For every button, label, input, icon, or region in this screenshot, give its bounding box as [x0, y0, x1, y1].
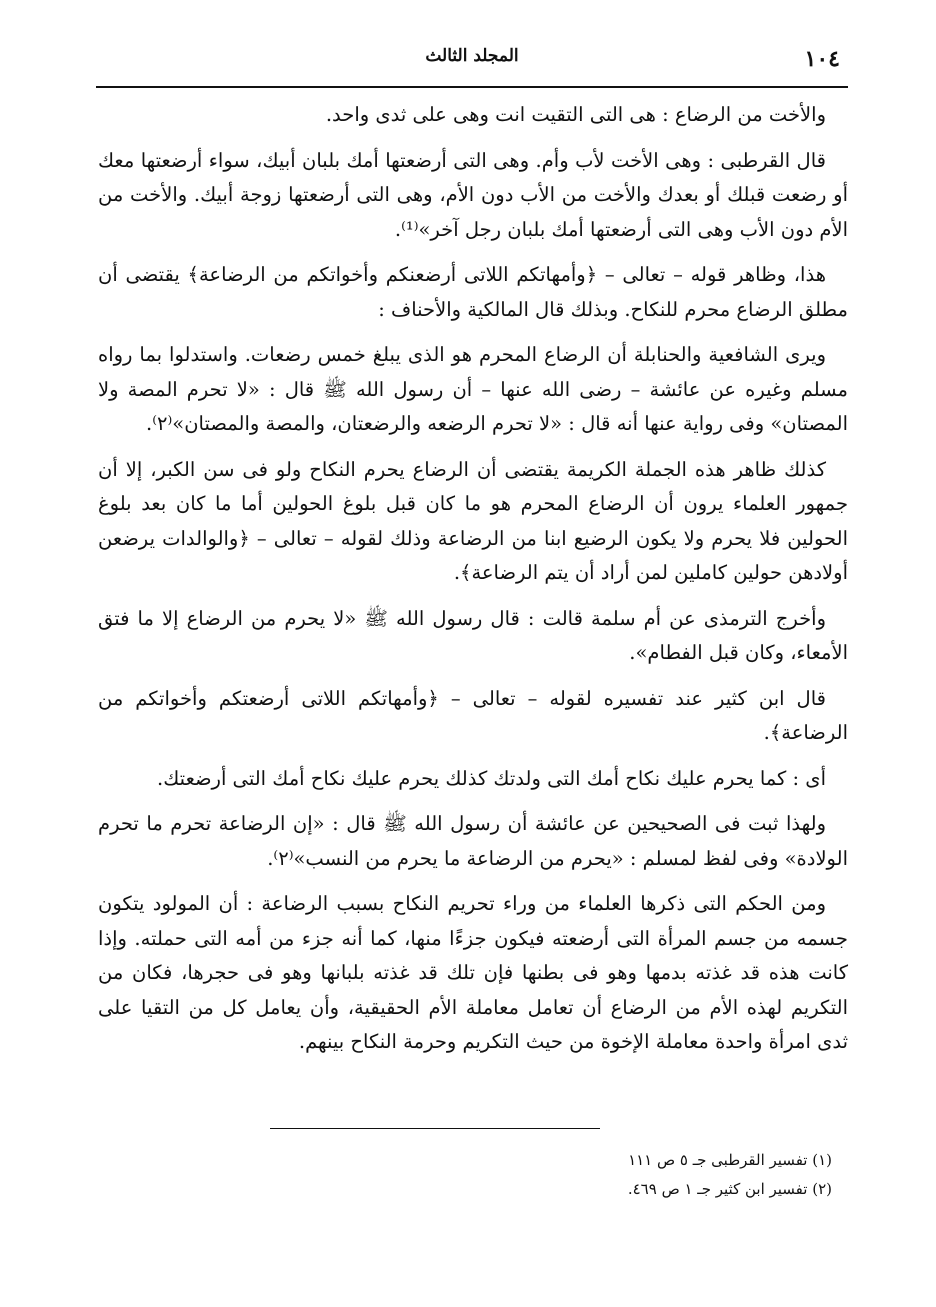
paragraph: أى : كما يحرم عليك نكاح أمك التى ولدتك كذلك يحرم عليك نكاح أمك التى أرضعتك. — [157, 766, 826, 790]
paragraph: وأخرج الترمذى عن أم سلمة قالت : قال رسول الله ﷺ «لا يحرم من الرضاع إلا ما فتق الأمعاء، وكان قبل الفطام». — [98, 606, 848, 664]
paragraph: ومن الحكم التى ذكرها العلماء من وراء تحريم النكاح بسبب الرضاعة : أن المولود يتكون جسمه من جسم المرأة التى أرضعته فيكون جزءًا منها، كما أنه جزء من أمه التى حملته. وإذا كانت هذه قد غذته بدمها وهو فى بطنها فإن تلك قد غذته بلبانها وهو فى حجرها، فكان من التكريم لهذه الأم من الرضاع أن تعامل معاملة الأم الحقيقية، وأن يعامل كل من التقيا على ثدى امرأة واحدة معاملة الإخوة من حيث التكريم وحرمة النكاح بينهم. — [98, 892, 848, 1053]
paragraph: قال القرطبى : وهى الأخت لأب وأم. وهى التى أرضعتها أمك بلبان أبيك، سواء أرضعتها معك أو رضعت قبلك أو بعدك والأخت من الأب دون الأم، وهى التى أرضعتها زوجة أبيك. والأخت من الأم دون الأب وهى التى أرضعتها أمك بلبان رجل آخر»⁽¹⁾. — [98, 148, 848, 241]
paragraph: ويرى الشافعية والحنابلة أن الرضاع المحرم هو الذى يبلغ خمس رضعات. واستدلوا بما رواه مسلم وغيره عن عائشة – رضى الله عنها – أن رسول الله ﷺ قال : «لا تحرم المصة ولا المصتان» وفى رواية عنها أنه قال : «لا تحرم الرضعه والرضعتان، والمصة والمصتان»⁽٢⁾. — [98, 343, 848, 435]
footnote-rule — [270, 1128, 600, 1129]
footnotes — [98, 1146, 832, 1204]
paragraph: والأخت من الرضاع : هى التى التقيت انت وهى على ثدى واحد. — [325, 103, 826, 126]
page-number: ١٠٤ — [804, 46, 840, 72]
footnote: (٢) تفسير ابن كثير جـ ١ ص ٤٦٩. — [627, 1180, 832, 1198]
footnote: (١) تفسير القرطبى جـ ٥ ص ١١١ — [628, 1151, 832, 1169]
paragraph: هذا، وظاهر قوله – تعالى – ﴿وأمهاتكم اللاتى أرضعنكم وأخواتكم من الرضاعة﴾ يقتضى أن مطلق الرضاع محرم للنكاح. وبذلك قال المالكية والأحناف : — [98, 263, 848, 321]
page-header — [96, 38, 848, 88]
paragraph: ولهذا ثبت فى الصحيحين عن عائشة أن رسول الله ﷺ قال : «إن الرضاعة تحرم ما تحرم الولادة» وفى لفظ لمسلم : «يحرم من الرضاعة ما يحرم من النسب»⁽٢⁾. — [98, 812, 848, 870]
running-title: المجلد الثالث — [425, 46, 519, 66]
paragraph: قال ابن كثير عند تفسيره لقوله – تعالى – ﴿وأمهاتكم اللاتى أرضعتكم وأخواتكم من الرضاعة﴾. — [98, 686, 848, 744]
main-text — [98, 98, 848, 1071]
paragraph: كذلك ظاهر هذه الجملة الكريمة يقتضى أن الرضاع يحرم النكاح ولو فى سن الكبر، إلا أن جمهور العلماء يرون أن الرضاع المحرم هو ما كان قبل بلوغ الحولين أما ما كان بعد بلوغ الحولين فلا يحرم ولا يكون الرضيع ابنا من الرضاعة وذلك لقوله – تعالى – ﴿والوالدات يرضعن أولادهن حولين كاملين لمن أراد أن يتم الرضاعة﴾. — [98, 457, 848, 584]
header-rule — [96, 86, 848, 88]
